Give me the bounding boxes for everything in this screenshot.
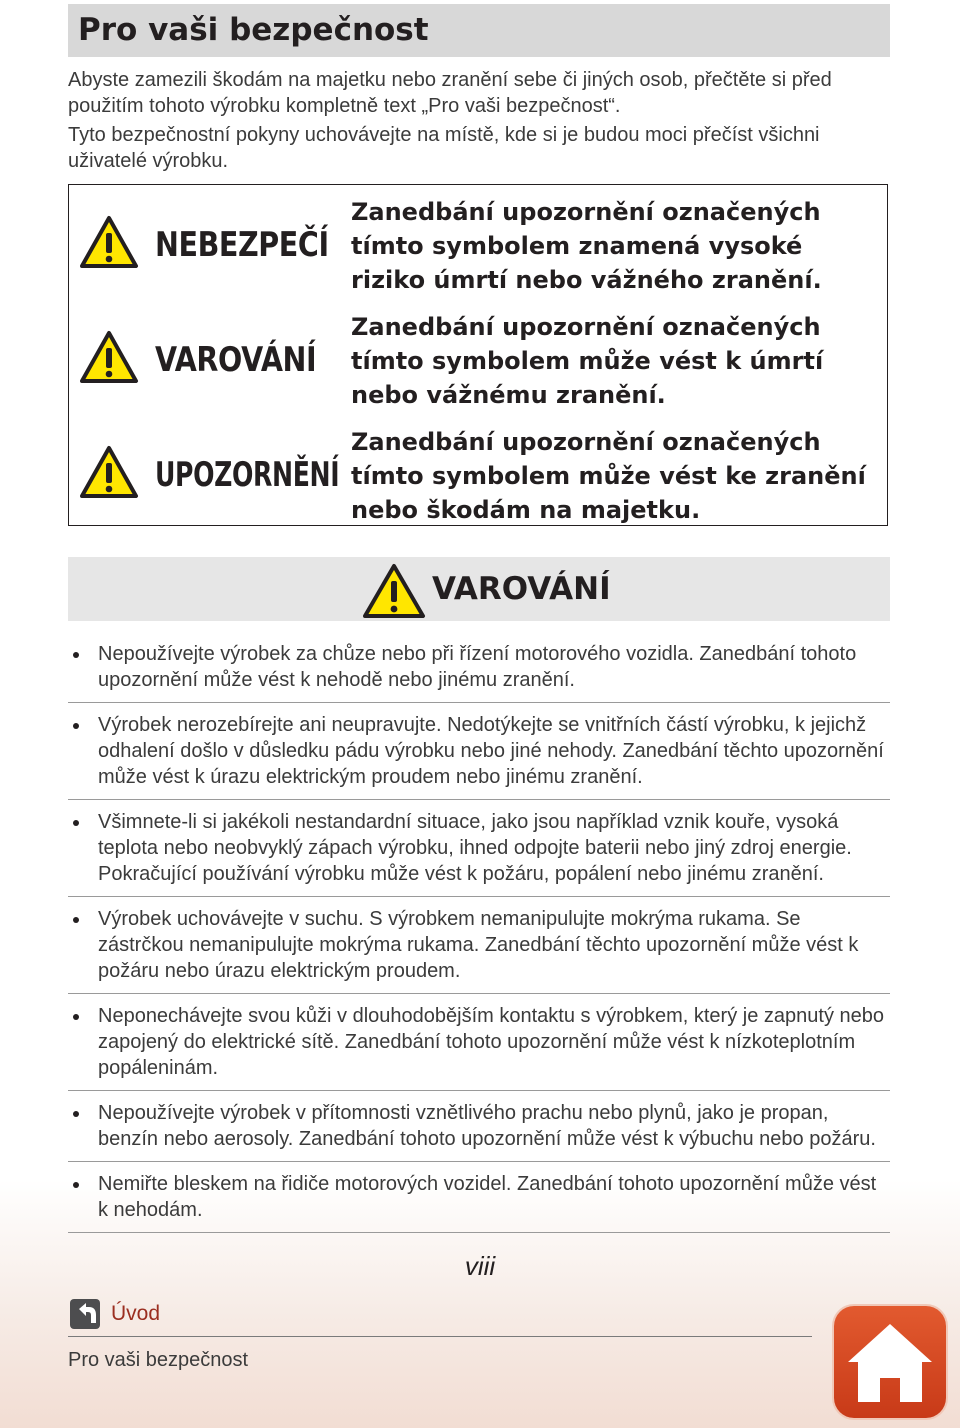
list-item: Nepoužívejte výrobek za chůze nebo při řízení motorového vozidla. Zanedbání tohoto upozornění může vést k nehodě nebo jinému zranění.: [68, 640, 890, 703]
hazard-level-label: NEBEZPEČÍ: [155, 225, 329, 265]
hazard-levels-box: [68, 184, 888, 526]
intro-text: [68, 67, 888, 177]
warning-triangle-icon: [79, 445, 139, 499]
warning-section-heading: VAROVÁNÍ: [432, 571, 611, 607]
home-button[interactable]: [834, 1306, 946, 1418]
page-number: viii: [464, 1251, 496, 1281]
back-link-label[interactable]: Úvod: [111, 1302, 161, 1325]
page-title: Pro vaši bezpečnost: [78, 12, 429, 48]
list-item: Všimnete-li si jakékoli nestandardní situace, jako jsou například vznik kouře, vysoká teplota nebo neobvyklý zápach výrobku, ihned odpojte baterii nebo jiný zdroj energie. Pokračující používání výrobku může vést k požáru, popálení nebo jinému zranění.: [68, 808, 890, 897]
return-arrow-icon[interactable]: [69, 1298, 101, 1330]
hazard-description: Zanedbání upozornění označených tímto symbolem může vést k úmrtí nebo vážnému zranění.: [351, 313, 824, 409]
title-bar: [68, 4, 890, 57]
home-icon[interactable]: [846, 1320, 934, 1404]
footer-divider: [68, 1336, 812, 1337]
list-item: Nemiřte bleskem na řidiče motorových vozidel. Zanedbání tohoto upozornění může vést k nehodám.: [68, 1170, 890, 1233]
footer-section-title: Pro vaši bezpečnost: [68, 1349, 249, 1371]
list-item: Neponechávejte svou kůži v dlouhodobějším kontaktu s výrobkem, který je zapnutý nebo zapojený do elektrické sítě. Zanedbání tohoto upozornění může vést k nízkoteplotním popáleninám.: [68, 1002, 890, 1091]
hazard-row-caution: [69, 421, 889, 531]
hazard-level-label: VAROVÁNÍ: [155, 340, 317, 380]
warning-triangle-icon: [79, 215, 139, 269]
hazard-row-danger: [69, 191, 889, 301]
warning-list: [68, 640, 890, 1241]
warning-triangle-icon: [362, 563, 426, 619]
intro-paragraph: Tyto bezpečnostní pokyny uchovávejte na místě, kde si je budou moci přečíst všichni uživatelé výrobku.: [68, 124, 820, 172]
list-item: Výrobek uchovávejte v suchu. S výrobkem nemanipulujte mokrýma rukama. Se zástrčkou nemanipulujte mokrýma rukama. Zanedbání těchto upozornění může vést k požáru nebo úrazu elektrickým proudem.: [68, 905, 890, 994]
hazard-description: Zanedbání upozornění označených tímto symbolem znamená vysoké riziko úmrtí nebo vážného zranění.: [351, 198, 822, 294]
hazard-level-label: UPOZORNĚNÍ: [155, 455, 340, 495]
list-item: Výrobek nerozebírejte ani neupravujte. Nedotýkejte se vnitřních částí výrobku, k jejichž odhalení došlo v důsledku pádu výrobku nebo jiné nehody. Zanedbání těchto upozornění může vést k úrazu elektrickým proudem nebo jinému zranění.: [68, 711, 890, 800]
intro-paragraph: Abyste zamezili škodám na majetku nebo zranění sebe či jiných osob, přečtěte si před použitím tohoto výrobku kompletně text „Pro vaši bezpečnost“.: [68, 69, 832, 117]
hazard-row-warning: [69, 306, 889, 416]
hazard-description: Zanedbání upozornění označených tímto symbolem může vést ke zranění nebo škodám na majetku.: [351, 428, 866, 524]
list-item: Nepoužívejte výrobek v přítomnosti vznětlivého prachu nebo plynů, jako je propan, benzín nebo aerosoly. Zanedbání tohoto upozornění může vést k výbuchu nebo požáru.: [68, 1099, 890, 1162]
warning-section-header: [68, 557, 890, 621]
warning-triangle-icon: [79, 330, 139, 384]
